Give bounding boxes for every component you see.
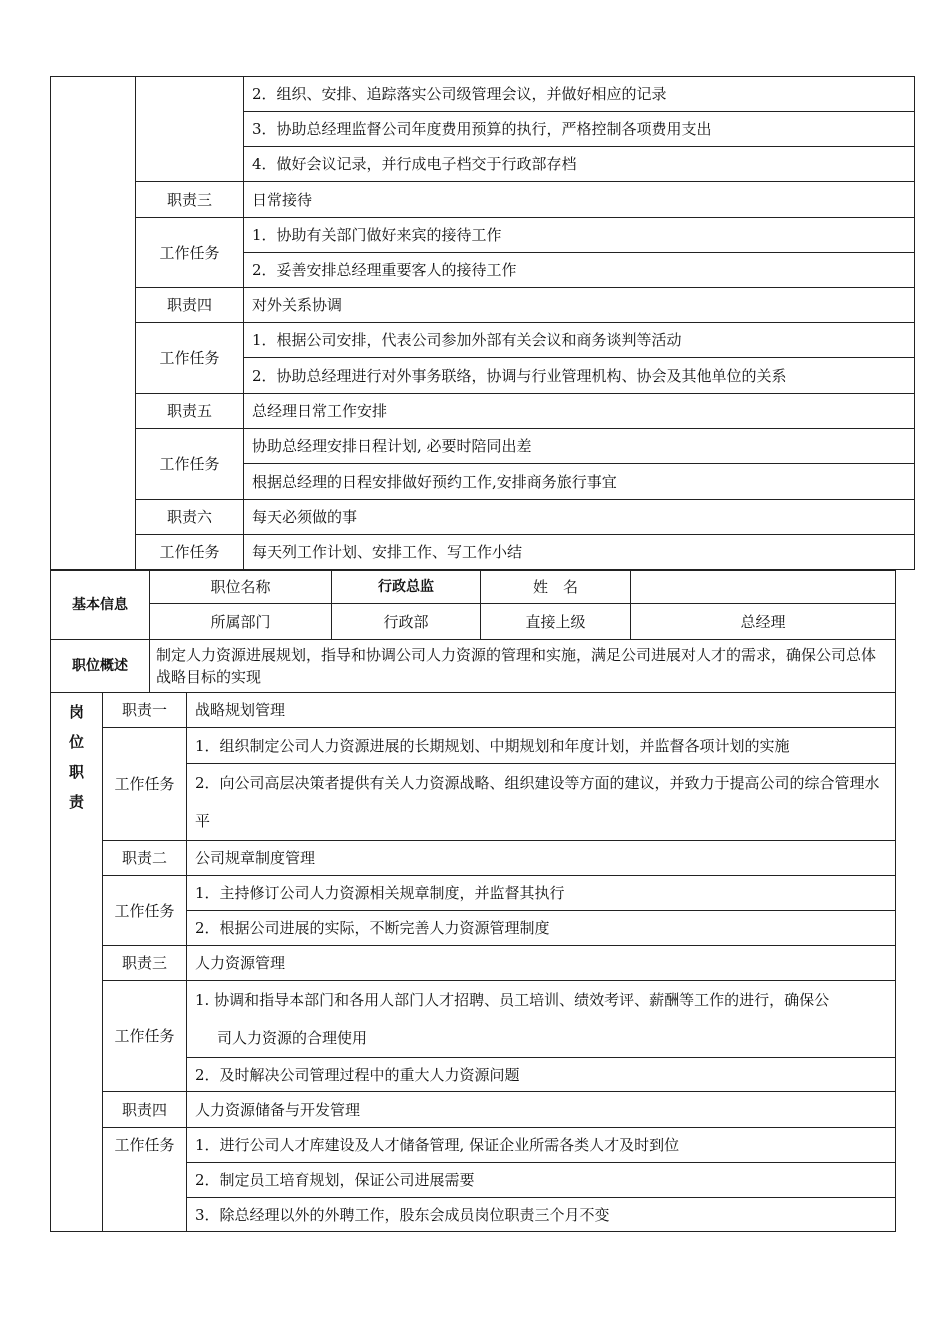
duties-table-continued [50, 76, 915, 570]
task-text: 2．向公司高层决策者提供有关人力资源战略、组织建设等方面的建议，并致力于提高公司的综合管理水平 [187, 764, 896, 841]
overview-text: 制定人力资源进展规划，指导和协调公司人力资源的管理和实施，满足公司进展对人才的需求，确保公司总体战略目标的实现 [150, 640, 896, 693]
task-label: 工作任务 [136, 535, 244, 570]
position-name-value: 行政总监 [332, 571, 481, 604]
duty-title: 每天必须做的事 [244, 500, 915, 535]
task-label: 工作任务 [136, 429, 244, 500]
duty-label: 职责六 [136, 500, 244, 535]
dept-value: 行政部 [332, 604, 481, 640]
name-label: 姓 名 [481, 571, 631, 604]
task-text: 1．组织制定公司人力资源进展的长期规划、中期规划和年度计划，并监督各项计划的实施 [187, 728, 896, 764]
supervisor-value: 总经理 [631, 604, 896, 640]
task-label: 工作任务 [103, 728, 187, 841]
task-text: 3．除总经理以外的外聘工作，股东会成员岗位职责三个月不变 [187, 1198, 896, 1232]
duty-title: 战略规划管理 [187, 693, 896, 728]
duty-label: 职责五 [136, 394, 244, 429]
duty-title: 公司规章制度管理 [187, 841, 896, 876]
position-name-label: 职位名称 [150, 571, 332, 604]
task-text: 1．进行公司人才库建设及人才储备管理, 保证企业所需各类人才及时到位 [187, 1128, 896, 1163]
task-text-continued: 司人力资源的合理使用 [217, 1029, 368, 1047]
task-text-block [187, 981, 896, 1058]
task-text: 1．主持修订公司人力资源相关规章制度，并监督其执行 [187, 876, 896, 911]
duty-title: 人力资源储备与开发管理 [187, 1092, 896, 1128]
supervisor-label: 直接上级 [481, 604, 631, 640]
vertical-char: 责 [68, 793, 84, 811]
duty-label: 职责四 [136, 288, 244, 323]
task-text: 1．根据公司安排，代表公司参加外部有关会议和商务谈判等活动 [244, 323, 915, 358]
task-text: 3．协助总经理监督公司年度费用预算的执行，严格控制各项费用支出 [244, 112, 915, 147]
task-text: 2．妥善安排总经理重要客人的接待工作 [244, 253, 915, 288]
vertical-char: 岗 [68, 703, 84, 721]
vertical-char: 职 [68, 763, 84, 781]
duty-label: 职责二 [103, 841, 187, 876]
duty-title: 对外关系协调 [244, 288, 915, 323]
duty-title: 日常接待 [244, 182, 915, 218]
task-label: 工作任务 [136, 323, 244, 394]
duty-label: 职责四 [103, 1092, 187, 1128]
duties-vertical-label [51, 693, 103, 1232]
task-text: 1. 协调和指导本部门和各用人部门人才招聘、员工培训、绩效考评、薪酬等工作的进行，确保公 [195, 991, 830, 1009]
duty-label: 职责三 [103, 946, 187, 981]
task-text: 2．根据公司进展的实际，不断完善人力资源管理制度 [187, 911, 896, 946]
duty-title: 总经理日常工作安排 [244, 394, 915, 429]
name-value [631, 571, 896, 604]
task-text: 1．协助有关部门做好来宾的接待工作 [244, 218, 915, 253]
vertical-char: 位 [68, 733, 84, 751]
task-text: 2．及时解决公司管理过程中的重大人力资源问题 [187, 1058, 896, 1092]
task-label: 工作任务 [103, 1128, 187, 1232]
job-description-table [50, 570, 896, 1232]
overview-label: 职位概述 [51, 640, 150, 693]
task-text: 根据总经理的日程安排做好预约工作,安排商务旅行事宜 [244, 464, 915, 500]
basic-info-label: 基本信息 [51, 571, 150, 640]
task-text: 2．组织、安排、追踪落实公司级管理会议，并做好相应的记录 [244, 77, 915, 112]
task-label: 工作任务 [103, 876, 187, 946]
duty-label: 职责三 [136, 182, 244, 218]
task-label: 工作任务 [103, 981, 187, 1092]
blank-left-cell [51, 77, 136, 570]
dept-label: 所属部门 [150, 604, 332, 640]
task-text: 每天列工作计划、安排工作、写工作小结 [244, 535, 915, 570]
task-text: 协助总经理安排日程计划, 必要时陪同出差 [244, 429, 915, 464]
task-text: 2．协助总经理进行对外事务联络，协调与行业管理机构、协会及其他单位的关系 [244, 358, 915, 394]
blank-task-label-cell [136, 77, 244, 182]
task-label: 工作任务 [136, 218, 244, 288]
task-text: 4．做好会议记录，并行成电子档交于行政部存档 [244, 147, 915, 182]
task-text: 2．制定员工培育规划，保证公司进展需要 [187, 1163, 896, 1198]
duty-label: 职责一 [103, 693, 187, 728]
duty-title: 人力资源管理 [187, 946, 896, 981]
